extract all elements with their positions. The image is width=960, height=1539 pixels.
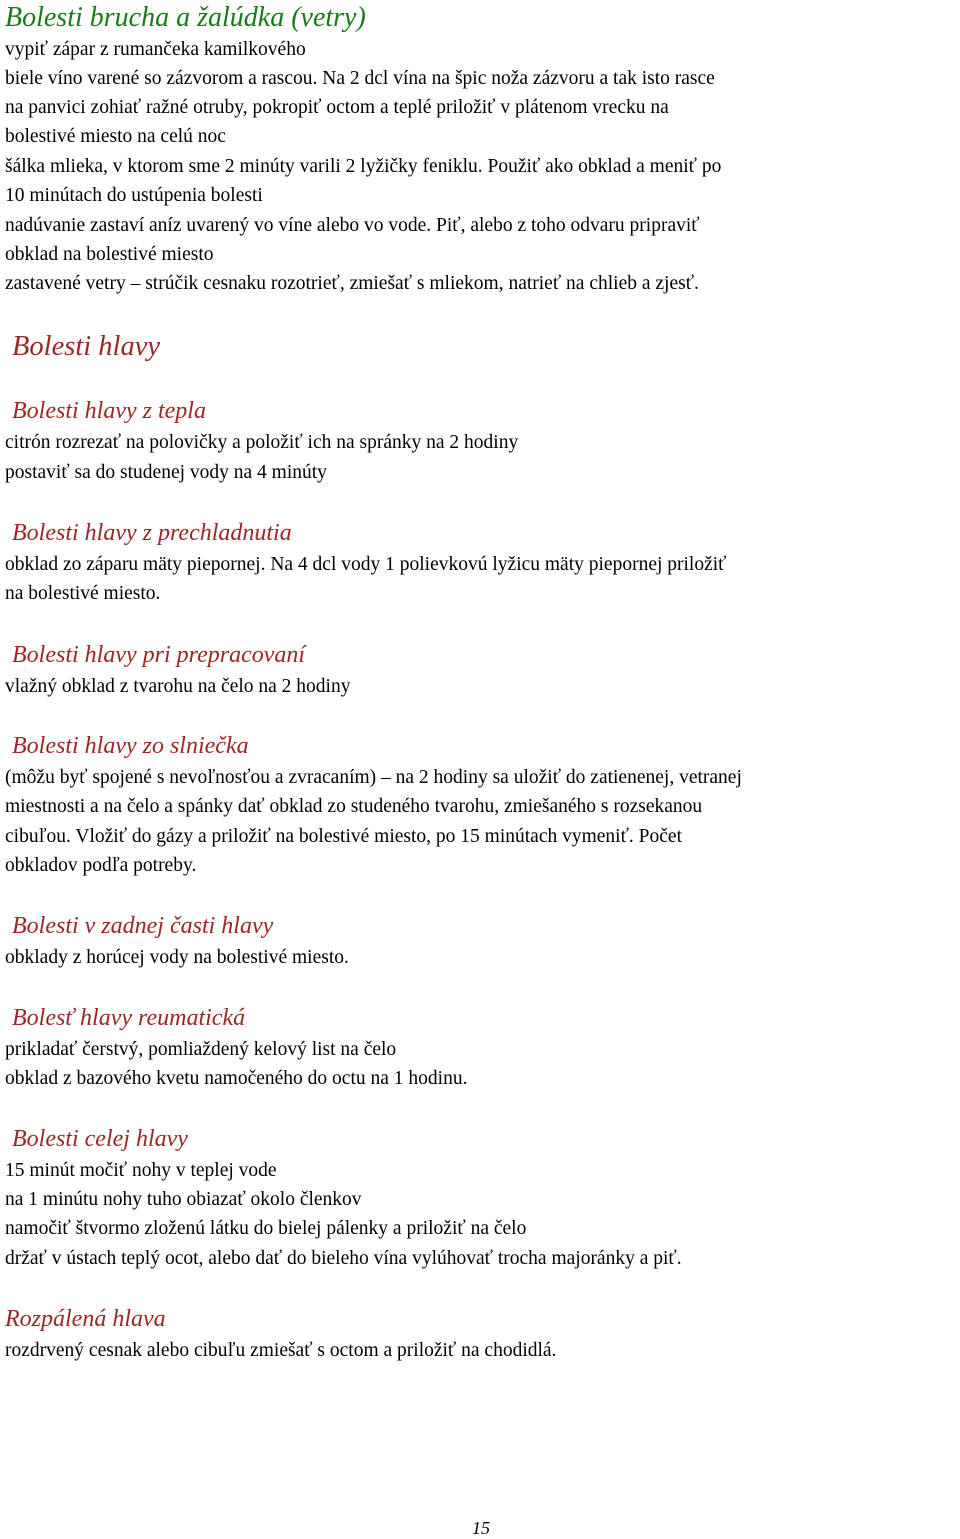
text-line: biele víno varené so zázvorom a rascou. Na 2 dcl vína na špic noža zázvoru a tak isto rasce — [5, 68, 715, 89]
text-line: 10 minútach do ustúpenia bolesti — [5, 185, 263, 206]
text-line: postaviť sa do studenej vody na 4 minúty — [5, 462, 327, 483]
subheading-pri-prepracovani: Bolesti hlavy pri prepracovaní — [12, 642, 306, 668]
text-line: zastavené vetry – strúčik cesnaku rozotrieť, zmiešať s mliekom, natrieť na chlieb a zjesť. — [5, 273, 699, 294]
text-line: obklady z horúcej vody na bolestivé miesto. — [5, 947, 349, 968]
text-line: na bolestivé miesto. — [5, 583, 161, 604]
text-line: citrón rozrezať na polovičky a položiť ich na spránky na 2 hodiny — [5, 432, 519, 453]
text-line: obklad na bolestivé miesto — [5, 244, 214, 265]
text-line: vypiť zápar z rumančeka kamilkového — [5, 39, 306, 60]
text-line: (môžu byť spojené s nevoľnosťou a zvracaním) – na 2 hodiny sa uložiť do zatienenej, vetranej — [5, 767, 742, 788]
text-line: rozdrvený cesnak alebo cibuľu zmiešať s octom a priložiť na chodidlá. — [5, 1340, 557, 1361]
heading-bolesti-hlavy: Bolesti hlavy — [12, 331, 160, 362]
subheading-zadnej-casti: Bolesti v zadnej časti hlavy — [12, 913, 274, 939]
text-line: miestnosti a na čelo a spánky dať obklad zo studeného tvarohu, zmiešaného s rozsekanou — [5, 796, 703, 817]
subheading-reumaticka: Bolesť hlavy reumatická — [12, 1005, 246, 1031]
text-line: na panvici zohiať ražné otruby, pokropiť octom a teplé priložiť v plátenom vrecku na — [5, 97, 669, 118]
text-line: namočiť štvormo zloženú látku do bielej pálenky a priložiť na čelo — [5, 1218, 527, 1239]
text-line: šálka mlieka, v ktorom sme 2 minúty varili 2 lyžičky feniklu. Použiť ako obklad a meniť po — [5, 156, 722, 177]
text-line: obklad zo záparu mäty piepornej. Na 4 dcl vody 1 polievkovú lyžicu mäty piepornej priložiť — [5, 554, 727, 575]
subheading-rozpalena-hlava: Rozpálená hlava — [5, 1306, 166, 1332]
subheading-z-prechladnutia: Bolesti hlavy z prechladnutia — [12, 520, 292, 546]
text-line: cibuľou. Vložiť do gázy a priložiť na bolestivé miesto, po 15 minútach vymeniť. Počet — [5, 826, 683, 847]
subheading-z-tepla: Bolesti hlavy z tepla — [12, 398, 206, 424]
text-line: obkladov podľa potreby. — [5, 855, 197, 876]
subheading-celej-hlavy: Bolesti celej hlavy — [12, 1126, 188, 1152]
text-line: bolestivé miesto na celú noc — [5, 126, 226, 147]
heading-bolesti-brucha: Bolesti brucha a žalúdka (vetry) — [5, 2, 366, 33]
text-line: 15 minút močiť nohy v teplej vode — [5, 1160, 277, 1181]
subheading-zo-slniecka: Bolesti hlavy zo slniečka — [12, 733, 249, 759]
text-line: nadúvanie zastaví aníz uvarený vo víne alebo vo vode. Piť, alebo z toho odvaru pripraviť — [5, 215, 700, 236]
text-line: obklad z bazového kvetu namočeného do octu na 1 hodinu. — [5, 1068, 468, 1089]
text-line: držať v ústach teplý ocot, alebo dať do bieleho vína vylúhovať trocha majoránky a piť. — [5, 1248, 682, 1269]
text-line: na 1 minútu nohy tuho obiazať okolo členkov — [5, 1189, 362, 1210]
text-line: prikladať čerstvý, pomliaždený kelový list na čelo — [5, 1039, 397, 1060]
page-number: 15 — [472, 1518, 490, 1538]
text-line: vlažný obklad z tvarohu na čelo na 2 hodiny — [5, 676, 351, 697]
